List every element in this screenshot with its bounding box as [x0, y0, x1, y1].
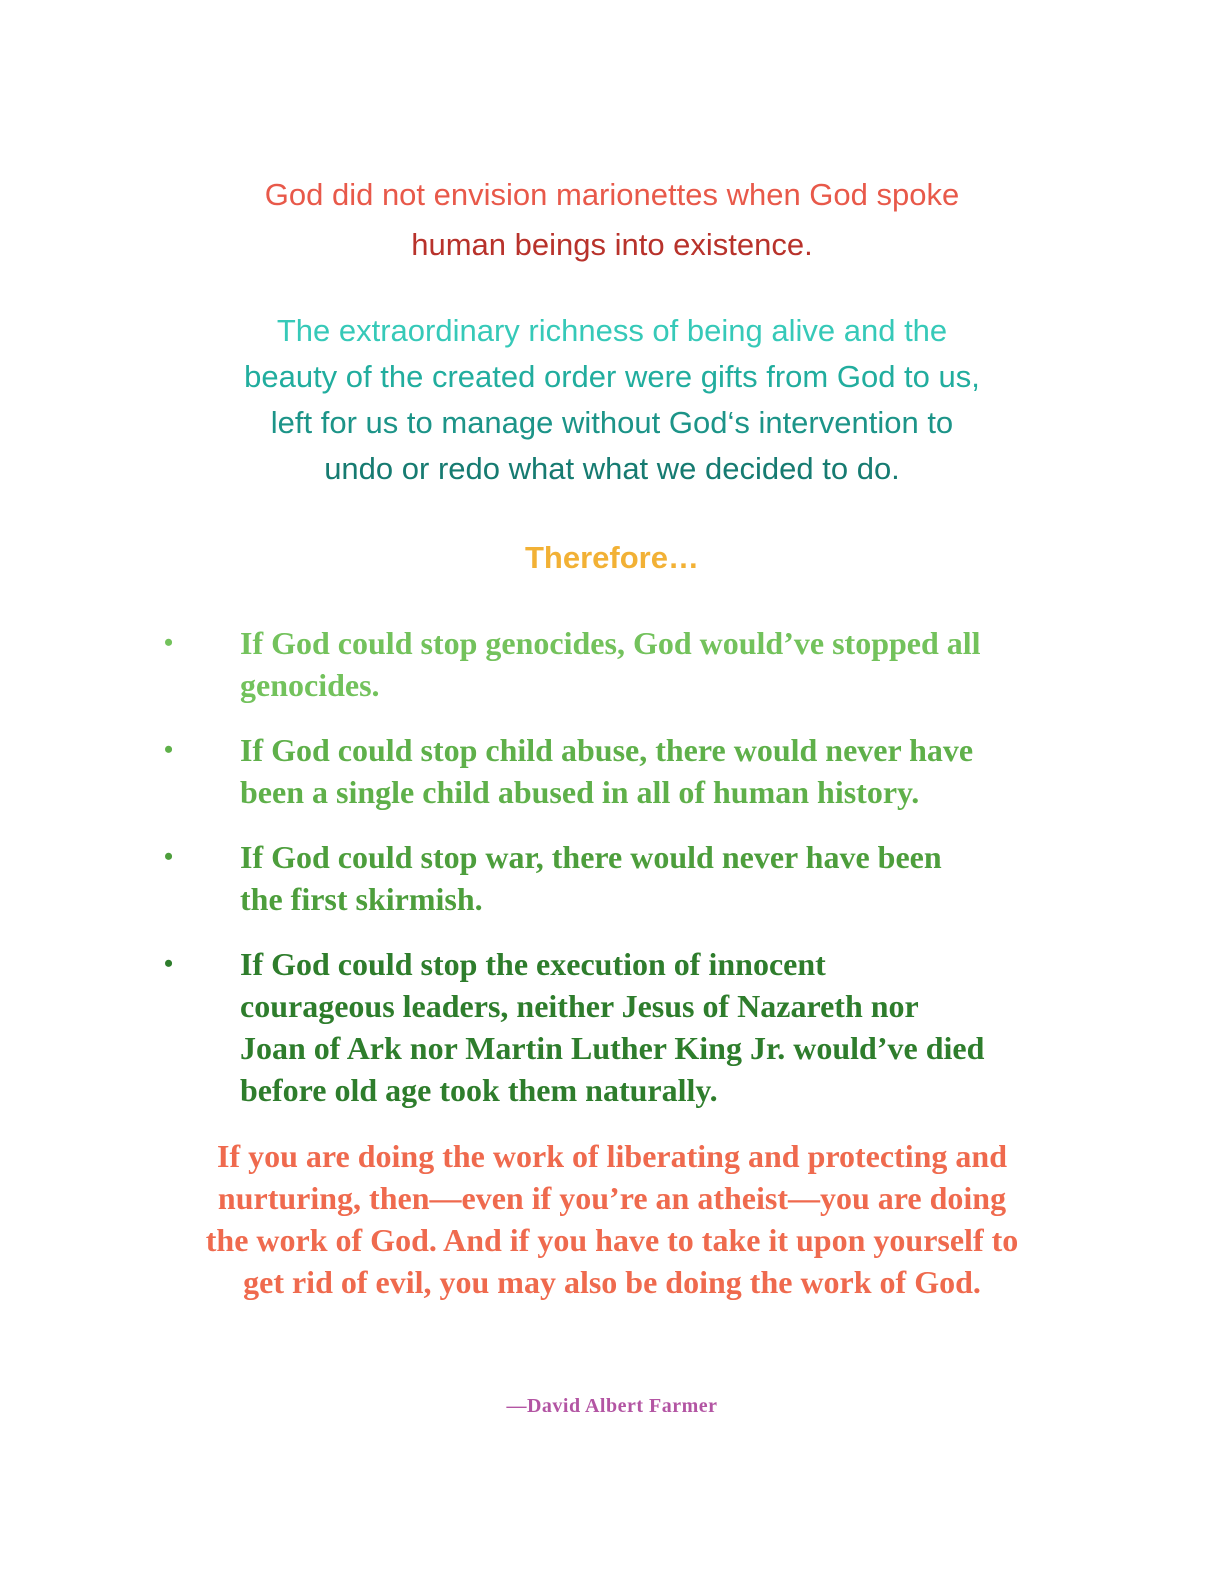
bullet-line: been a single child abused in all of human history.: [240, 774, 920, 810]
bullet-line: genocides.: [240, 667, 380, 703]
closing-line-4: get rid of evil, you may also be doing the work of God.: [243, 1264, 981, 1300]
gifts-paragraph: [0, 308, 1224, 492]
therefore-heading: Therefore…: [525, 540, 699, 575]
opening-line-1: God did not envision marionettes when God spoke: [264, 177, 960, 212]
list-item: [0, 622, 1224, 706]
bullet-list: [0, 622, 1224, 1134]
list-item: [0, 729, 1224, 813]
bullet-line: If God could stop child abuse, there would never have: [240, 732, 974, 768]
gifts-line-4: undo or redo what what we decided to do.: [324, 451, 900, 486]
bullet-dot: •: [164, 842, 174, 871]
gifts-line-1: The extraordinary richness of being alive and the: [276, 313, 948, 348]
bullet-dot: •: [164, 735, 174, 764]
gifts-line-2: beauty of the created order were gifts from God to us,: [244, 359, 980, 394]
opening-statement: [0, 170, 1224, 270]
bullet-line: If God could stop the execution of innocent: [240, 946, 826, 982]
bullet-line: before old age took them naturally.: [240, 1072, 718, 1108]
bullet-line: Joan of Ark nor Martin Luther King Jr. would’ve died: [240, 1030, 985, 1066]
opening-line-2: human beings into existence.: [411, 227, 813, 262]
list-item: [0, 943, 1224, 1111]
bullet-line: If God could stop war, there would never have been: [240, 839, 942, 875]
closing-line-1: If you are doing the work of liberating and protecting and: [217, 1138, 1007, 1174]
closing-statement: [0, 1135, 1224, 1303]
bullet-dot: •: [164, 949, 174, 978]
bullet-dot: •: [164, 628, 174, 657]
closing-line-3: the work of God. And if you have to take it upon yourself to: [205, 1222, 1019, 1258]
bullet-line: If God could stop genocides, God would’ve stopped all: [240, 625, 981, 661]
bullet-line: courageous leaders, neither Jesus of Nazareth nor: [240, 988, 919, 1024]
author-attribution: —David Albert Farmer: [506, 1395, 718, 1417]
list-item: [0, 836, 1224, 920]
closing-line-2: nurturing, then—even if you’re an atheist—you are doing: [217, 1180, 1007, 1216]
gifts-line-3: left for us to manage without God‘s intervention to: [270, 405, 954, 440]
bullet-line: the first skirmish.: [240, 881, 483, 917]
